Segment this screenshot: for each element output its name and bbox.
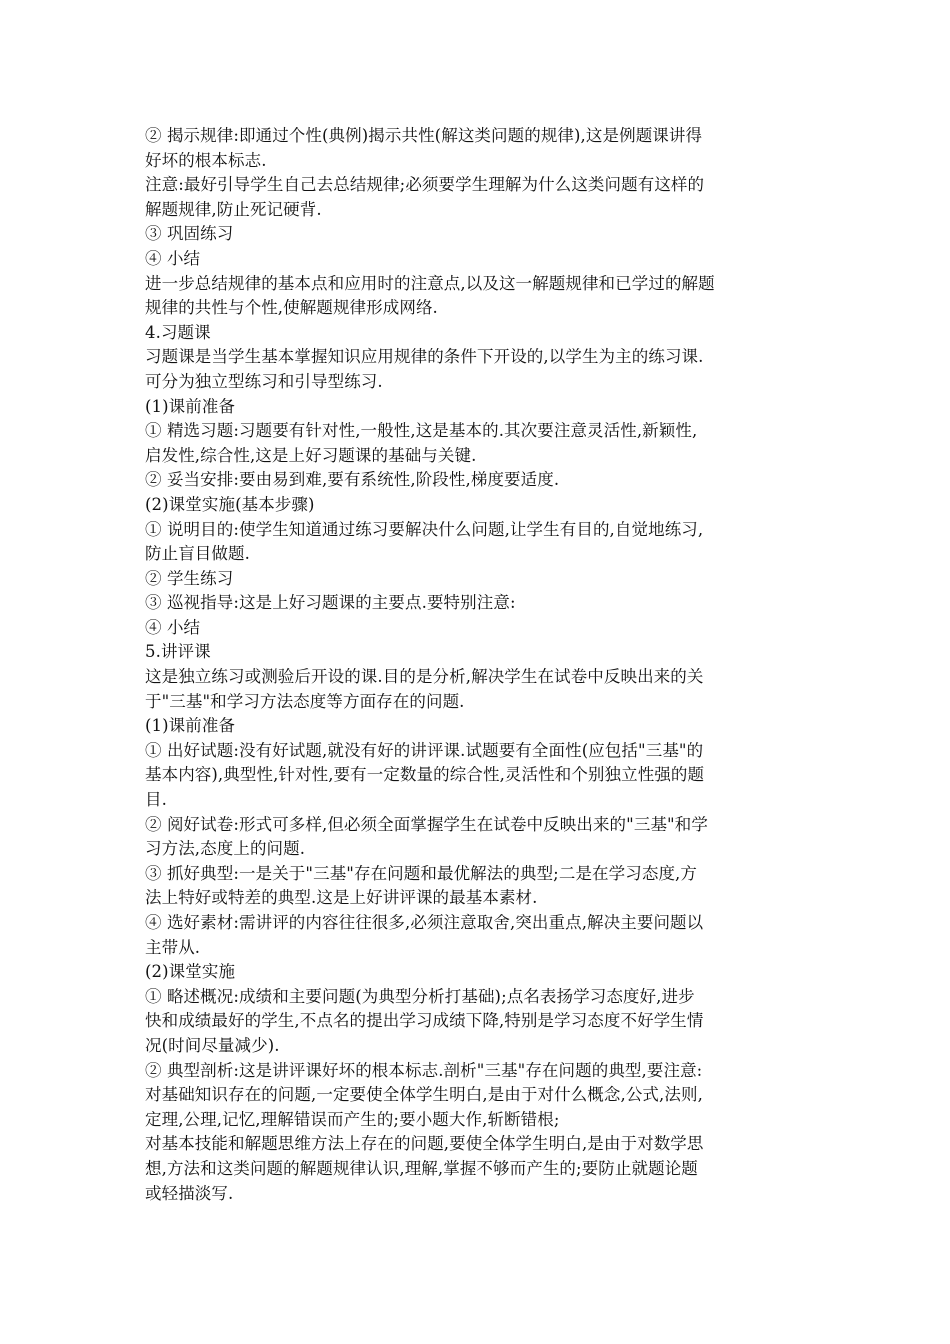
- text-line: ② 揭示规律:即通过个性(典例)揭示共性(解这类问题的规律),这是例题课讲得: [145, 126, 703, 145]
- document-body: [145, 124, 810, 1206]
- text-line: 启发性,综合性,这是上好习题课的基础与关键.: [145, 445, 477, 465]
- section-heading: 4.习题课: [145, 322, 211, 342]
- text-line: ① 出好试题:没有好试题,就没有好的讲评课.试题要有全面性(应包括"三基"的: [145, 740, 704, 760]
- text-line: 好坏的根本标志.: [145, 150, 267, 170]
- text-line: ② 典型剖析:这是讲评课好坏的根本标志.剖析"三基"存在问题的典型,要注意:: [145, 1060, 703, 1080]
- text-line: ② 妥当安排:要由易到难,要有系统性,阶段性,梯度要适度.: [145, 470, 560, 490]
- text-line: 于"三基"和学习方法态度等方面存在的问题.: [145, 691, 465, 711]
- text-line: 规律的共性与个性,使解题规律形成网络.: [145, 298, 438, 318]
- text-line: 主带从.: [145, 937, 201, 957]
- text-line: 况(时间尽量减少).: [145, 1035, 280, 1055]
- text-line: ② 阅好试卷:形式可多样,但必须全面掌握学生在试卷中反映出来的"三基"和学: [145, 814, 708, 834]
- text-line: 或轻描淡写.: [145, 1183, 234, 1203]
- subsection-heading: (2)课堂实施: [145, 962, 236, 982]
- text-line: 目.: [145, 790, 167, 810]
- subsection-heading: (2)课堂实施(基本步骤): [145, 494, 315, 514]
- text-line: 习方法,态度上的问题.: [145, 839, 306, 859]
- text-line: 进一步总结规律的基本点和应用时的注意点,以及这一解题规律和已学过的解题: [145, 273, 715, 293]
- text-line: ④ 选好素材:需讲评的内容往往很多,必须注意取舍,突出重点,解决主要问题以: [145, 913, 704, 932]
- text-line: 对基本技能和解题思维方法上存在的问题,要使全体学生明白,是由于对数学思: [145, 1134, 704, 1154]
- text-line: ④ 小结: [145, 248, 201, 268]
- text-line: ① 说明目的:使学生知道通过练习要解决什么问题,让学生有目的,自觉地练习,: [145, 519, 704, 539]
- text-line: 解题规律,防止死记硬背.: [145, 199, 322, 219]
- text-line: 习题课是当学生基本掌握知识应用规律的条件下开设的,以学生为主的练习课.: [145, 347, 704, 367]
- text-line: ③ 巡视指导:这是上好习题课的主要点.要特别注意:: [145, 593, 516, 613]
- text-line: 快和成绩最好的学生,不点名的提出学习成绩下降,特别是学习态度不好学生情: [145, 1011, 704, 1031]
- text-line: 这是独立练习或测验后开设的课.目的是分析,解决学生在试卷中反映出来的关: [145, 667, 704, 687]
- subsection-heading: (1)课前准备: [145, 396, 236, 416]
- section-heading: 5.讲评课: [145, 642, 211, 662]
- text-line: 定理,公理,记忆,理解错误而产生的;要小题大作,斩断错根;: [145, 1109, 560, 1129]
- text-line: 法上特好或特差的典型.这是上好讲评课的最基本素材.: [145, 888, 538, 908]
- text-line: 防止盲目做题.: [145, 544, 250, 564]
- text-line: ④ 小结: [145, 617, 201, 637]
- text-line: ③ 巩固练习: [145, 224, 234, 244]
- subsection-heading: (1)课前准备: [145, 716, 236, 736]
- text-line: 注意:最好引导学生自己去总结规律;必须要学生理解为什么这类问题有这样的: [145, 175, 705, 195]
- text-line: 可分为独立型练习和引导型练习.: [145, 371, 383, 391]
- text-line: ② 学生练习: [145, 568, 234, 588]
- text-line: ① 精选习题:习题要有针对性,一般性,这是基本的.其次要注意灵活性,新颖性,: [145, 421, 698, 441]
- text-line: ③ 抓好典型:一是关于"三基"存在问题和最优解法的典型;二是在学习态度,方: [145, 863, 697, 883]
- text-line: 对基础知识存在的问题,一定要使全体学生明白,是由于对什么概念,公式,法则,: [145, 1085, 703, 1105]
- text-line: ① 略述概况:成绩和主要问题(为典型分析打基础);点名表扬学习态度好,进步: [145, 986, 695, 1006]
- text-line: 基本内容),典型性,针对性,要有一定数量的综合性,灵活性和个别独立性强的题: [145, 765, 705, 785]
- text-line: 想,方法和这类问题的解题规律认识,理解,掌握不够而产生的;要防止就题论题: [145, 1158, 698, 1178]
